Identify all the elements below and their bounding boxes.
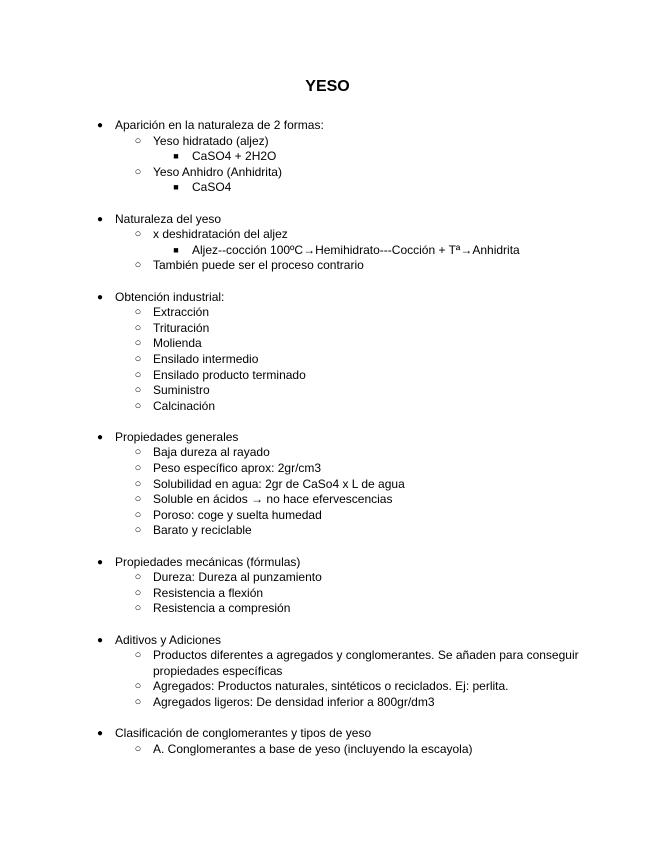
bullet-level-2: ○ xyxy=(134,602,142,615)
sub-list-item xyxy=(0,243,655,259)
bullet-level-2: ○ xyxy=(134,477,142,490)
list-item xyxy=(0,461,655,477)
list-item-text: Ensilado intermedio xyxy=(153,351,259,366)
list-item-text: Molienda xyxy=(153,336,202,351)
list-item-text: Clasificación de conglomerantes y tipos de yeso xyxy=(115,726,372,741)
list-item-text: Calcinación xyxy=(153,398,216,413)
bullet-level-2: ○ xyxy=(134,524,142,537)
bullet-level-2: ○ xyxy=(134,649,142,662)
bullet-level-2: ○ xyxy=(134,384,142,397)
bullet-level-2: ○ xyxy=(134,134,142,147)
list-item-text: Solubilidad en agua: 2gr de CaSo4 x L de agua xyxy=(153,476,405,491)
list-item xyxy=(0,492,655,508)
list-item-text: Ensilado producto terminado xyxy=(153,367,306,382)
list-item xyxy=(0,352,655,368)
list-item-text: Yeso hidratado (aljez) xyxy=(153,133,269,148)
list-item-text: Agregados: Productos naturales, sintéticos o reciclados. Ej: perlita. xyxy=(153,679,509,694)
list-item-text: Extracción xyxy=(153,305,210,320)
list-item-text: Propiedades generales xyxy=(115,429,239,444)
sub-list-item xyxy=(0,149,655,165)
list-item xyxy=(0,305,655,321)
bullet-level-2: ○ xyxy=(134,493,142,506)
list-item xyxy=(0,679,655,695)
bullet-level-3: ■ xyxy=(173,182,179,193)
bullet-level-1: ● xyxy=(96,634,104,646)
list-item xyxy=(0,258,655,274)
section-heading xyxy=(0,726,655,742)
list-item xyxy=(0,601,655,617)
list-item-text: Resistencia a compresión xyxy=(153,601,291,616)
bullet-level-2: ○ xyxy=(134,508,142,521)
bullet-level-2: ○ xyxy=(134,165,142,178)
bullet-level-1: ● xyxy=(96,431,104,443)
list-item-text: Dureza: Dureza al punzamiento xyxy=(153,570,322,585)
list-item xyxy=(0,742,655,758)
list-item-text: Resistencia a flexión xyxy=(153,585,264,600)
bullet-level-2: ○ xyxy=(134,680,142,693)
bullet-level-2: ○ xyxy=(134,742,142,755)
bullet-level-2: ○ xyxy=(134,321,142,334)
list-item-text: Poroso: coge y suelta humedad xyxy=(153,507,322,522)
bullet-level-1: ● xyxy=(96,291,104,303)
bullet-level-3: ■ xyxy=(173,244,179,255)
list-item-text: Suministro xyxy=(153,383,210,398)
bullet-level-3: ■ xyxy=(173,151,179,162)
list-item xyxy=(0,445,655,461)
bullet-level-2: ○ xyxy=(134,462,142,475)
section-heading xyxy=(0,212,655,228)
section-heading xyxy=(0,555,655,571)
list-item-text: También puede ser el proceso contrario xyxy=(153,258,364,273)
list-item xyxy=(0,695,655,711)
bullet-level-2: ○ xyxy=(134,259,142,272)
list-item-text: Obtención industrial: xyxy=(115,289,225,304)
bullet-level-2: ○ xyxy=(134,228,142,241)
list-item xyxy=(0,508,655,524)
section-heading xyxy=(0,430,655,446)
list-item xyxy=(0,227,655,243)
list-item xyxy=(0,165,655,181)
list-item-text: Aditivos y Adiciones xyxy=(115,632,222,647)
list-item-text: Peso específico aprox: 2gr/cm3 xyxy=(153,461,322,476)
list-item xyxy=(0,336,655,352)
list-item-text: Soluble en ácidos → no hace efervescencias xyxy=(153,492,393,507)
bullet-level-2: ○ xyxy=(134,306,142,319)
section-heading xyxy=(0,290,655,306)
list-item-text: Yeso Anhidro (Anhidrita) xyxy=(153,164,282,179)
section-heading xyxy=(0,633,655,649)
bullet-level-2: ○ xyxy=(134,571,142,584)
list-item xyxy=(0,570,655,586)
list-item xyxy=(0,523,655,539)
list-item-text: Naturaleza del yeso xyxy=(115,211,222,226)
list-item-text: A. Conglomerantes a base de yeso (incluyendo la escayola) xyxy=(153,741,473,756)
bullet-level-2: ○ xyxy=(134,446,142,459)
sub-list-item xyxy=(0,180,655,196)
list-item-text: Aparición en la naturaleza de 2 formas: xyxy=(115,118,324,132)
section-heading xyxy=(0,118,655,134)
bullet-level-1: ● xyxy=(96,556,104,568)
list-item-text: Trituración xyxy=(153,320,210,335)
list-item-text: Baja dureza al rayado xyxy=(153,445,270,460)
document-body xyxy=(0,118,655,757)
list-item xyxy=(0,134,655,150)
list-item xyxy=(0,321,655,337)
bullet-level-2: ○ xyxy=(134,399,142,412)
bullet-level-1: ● xyxy=(96,728,104,740)
bullet-level-2: ○ xyxy=(134,337,142,350)
list-item-text: Productos diferentes a agregados y conglomerantes. Se añaden para conseguir propiedades específicas xyxy=(153,648,579,678)
document-title: YESO xyxy=(305,78,350,95)
list-item xyxy=(0,586,655,602)
list-item xyxy=(0,368,655,384)
list-item-text: CaSO4 xyxy=(192,180,232,195)
bullet-level-1: ● xyxy=(96,213,104,225)
list-item xyxy=(0,399,655,415)
bullet-level-2: ○ xyxy=(134,352,142,365)
list-item xyxy=(0,648,655,679)
bullet-level-2: ○ xyxy=(134,695,142,708)
list-item xyxy=(0,383,655,399)
list-item-text: CaSO4 + 2H2O xyxy=(192,149,277,164)
bullet-level-2: ○ xyxy=(134,586,142,599)
list-item-text: Propiedades mecánicas (fórmulas) xyxy=(115,554,301,569)
list-item-text: x deshidratación del aljez xyxy=(153,227,288,242)
list-item-text: Agregados ligeros: De densidad inferior a 800gr/dm3 xyxy=(153,694,435,709)
list-item-text: Barato y reciclable xyxy=(153,523,252,538)
bullet-level-1: ● xyxy=(96,120,104,131)
list-item xyxy=(0,477,655,493)
list-item-text: Aljez--cocción 100ºC→Hemihidrato---Cocción + Tª→Anhidrita xyxy=(192,242,520,257)
bullet-level-2: ○ xyxy=(134,368,142,381)
